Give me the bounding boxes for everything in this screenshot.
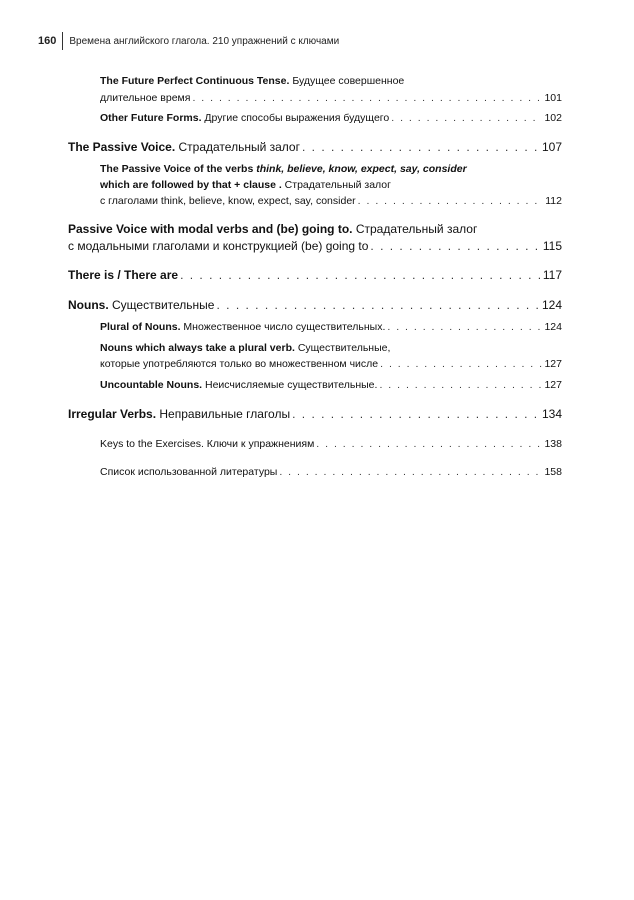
toc-entry-label: которые употребляются только во множественном числе [100,358,379,370]
toc-page-number: 112 [545,195,562,207]
page-number: 160 [38,35,57,47]
toc-entry-plural-verb[interactable] [100,356,562,372]
toc-entry-nouns[interactable] [68,297,562,313]
toc-page-number: 127 [544,358,562,370]
toc-entry-passive[interactable] [68,139,562,155]
toc-page-number: 101 [544,92,562,104]
dot-leader [370,238,540,254]
toc-entry-passive-modal-line1: Passive Voice with modal verbs and (be) going to. Страдательный залог [68,222,478,236]
toc-page-number: 117 [542,268,562,282]
toc-entry-plural-verb-line1: Nouns which always take a plural verb. Существительные, [100,342,391,354]
toc-entry-fpc[interactable] [100,90,562,106]
toc-entry-passive-modal[interactable] [68,238,562,254]
toc-entry-fpc-line2: длительное время [100,92,191,104]
dot-leader [316,436,542,452]
toc-entry-label: с глаголами think, believe, know, expect, say, consider [100,195,356,207]
toc-entry-keys[interactable] [100,436,562,452]
toc-entry-fpc-title: The Future Perfect Continuous Tense. [100,75,290,87]
toc-entry-irregular[interactable] [68,406,562,422]
toc-page-number: 115 [542,239,562,253]
toc-entry-fpc-line1 [100,73,404,89]
toc-entry-label: с модальными глаголами и конструкцией (be) going to [68,239,369,253]
dot-leader [380,356,542,372]
dot-leader [358,193,544,209]
dot-leader [391,110,542,126]
toc-entry-plural-nouns[interactable] [100,319,562,335]
toc-page-number: 158 [544,466,562,478]
dot-leader [279,464,542,480]
toc-entry-label: Uncountable Nouns. Неисчисляемые существительные. [100,379,378,391]
dot-leader [180,267,541,283]
toc-entry-label: Nouns. Существительные [68,298,215,312]
running-head [38,30,339,52]
toc-entry-there-is[interactable] [68,267,562,283]
toc-entry-uncountable[interactable] [100,377,562,393]
toc-page-number: 124 [544,321,562,333]
dot-leader [379,377,542,393]
toc-entry-label: Plural of Nouns. Множественное число существительных. [100,321,386,333]
toc-page-number: 124 [541,298,562,312]
dot-leader [292,406,540,422]
book-title: Времена английского глагола. 210 упражнений с ключами [69,35,340,47]
toc-entry-other-future[interactable] [100,110,562,126]
dot-leader [192,90,542,106]
toc-entry-passive-verbs[interactable] [100,193,562,209]
toc-entry-label: Irregular Verbs. Неправильные глаголы [68,407,291,421]
toc-entry-bibliography[interactable] [100,464,562,480]
toc-entry-label: The Passive Voice. Страдательный залог [68,140,300,154]
toc-page-number: 134 [541,407,562,421]
toc-entry-fpc-subtitle: Будущее совершенное [289,75,405,87]
toc-page-number: 138 [544,438,562,450]
toc-entry-label: There is / There are [68,268,179,282]
toc-entry-label: Keys to the Exercises. Ключи к упражнениям [100,438,315,450]
dot-leader [387,319,542,335]
toc-entry-passive-verbs-line2: which are followed by that + clause . Страдательный залог [100,179,391,191]
dot-leader [216,297,539,313]
toc-page-number: 127 [544,379,562,391]
header-divider [62,32,63,50]
toc-entry-passive-verbs-line1: The Passive Voice of the verbs think, believe, know, expect, say, consider [100,163,467,175]
dot-leader [302,139,540,155]
toc-page-number: 102 [544,112,562,124]
toc-page-number: 107 [541,140,562,154]
toc-entry-label: Other Future Forms. Другие способы выражения будущего [100,112,390,124]
toc-entry-label: Список использованной литературы [100,466,278,478]
